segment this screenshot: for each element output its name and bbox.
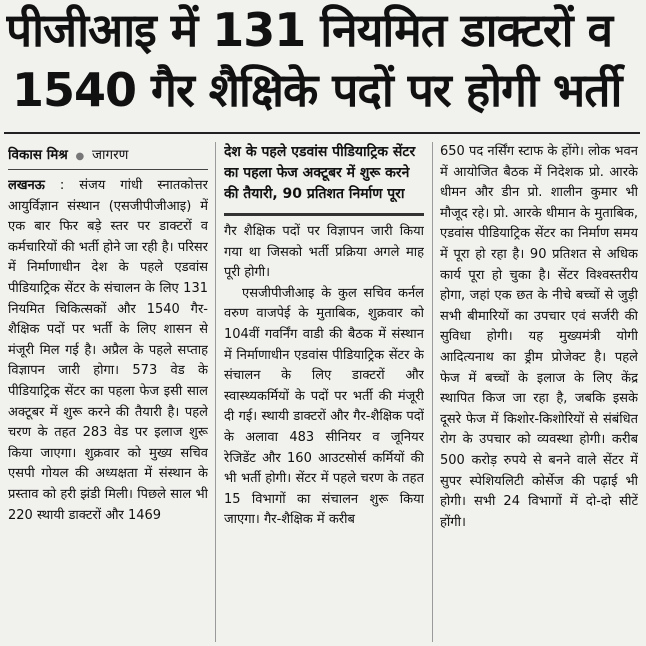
- article-column-3: [440, 142, 638, 642]
- article-paragraph: गैर शैक्षिक पदों पर विज्ञापन जारी किया गया था जिसको भर्ती प्रक्रिया अगले माह पूरी होगी।: [224, 224, 424, 281]
- byline-source: जागरण: [91, 147, 129, 163]
- article-column-2: [224, 142, 424, 642]
- pull-quote: देश के पहले एडवांस पीडियाट्रिक सेंटर का पहला फेज अक्टूबर में शुरू करने की तैयारी, 90 प्रतिशत निर्माण पूरा: [224, 144, 416, 202]
- pull-quote-rule: [224, 213, 424, 216]
- article-paragraph: एसजीपीजीआइ के कुल सचिव कर्नल वरुण वाजपेई के मुताबिक, शुक्रवार को 104वीं गवर्निंग वाडी की बैठक में संस्थान में निर्माणाधीन एडवांस पीडियाट्रिक सेंटर के संचालन के लिए डाक्टरों और स्वास्थ्यकर्मियों के पदों पर भर्ती की मंजूरी दी गई। स्थायी डाक्टरों और गैर-शैक्षिक पदों के अलावा 483 सीनियर व जूनियर रेजिडेंट और 160 आउटसोर्स कर्मियों की भी भर्ती होगी। सेंटर में पहले चरण के तहत 15 विभागों का संचालन शुरू किया जाएगा। गैर-शैक्षिक में करीब: [224, 285, 424, 528]
- article-paragraph: 650 पद नर्सिंग स्टाफ के होंगे। लोक भवन में आयोजित बैठक में निदेशक प्रो. आरके धीमन और डीन प्रो. शालीन कुमार भी मौजूद रहे। प्रो. आरके धीमान के मुताबिक, एडवांस पीडियाट्रिक सेंटर का निर्माण समय में पूरा हो रहा है। 90 प्रतिशत से अधिक कार्य पूरा हो चुका है। सेंटर विश्वस्तरीय होगा, जहां एक छत के नीचे बच्चों से जुड़ी सभी बीमारियों का उपचार एवं सर्जरी की सुविधा होगी। यह मुख्यमंत्री योगी आदित्यनाथ का ड्रीम प्रोजेक्ट है। पहले फेज में बच्चों के इलाज के लिए केंद्र स्थापित किज जा रहा है, जबकि इसके दूसरे फेज में किशोर-किशोरियों से संबंधित रोग के उपचार को व्यवस्था होगी। करीब 500 करोड़ रुपये से बनने वाले सेंटर में सुपर स्पेशियलिटी कोर्सेज की पढ़ाई भी होगी। सभी 24 विभागों में दो-दो सीटें होंगी।: [440, 144, 638, 530]
- column-divider: [215, 142, 216, 642]
- paragraph-text: : संजय गांधी स्नातकोत्तर आयुर्विज्ञान संस्थान (एसजीपीजीआइ) में एक बार फिर बड़े स्तर पर डाक्टरों व कर्मचारियों की भर्ती होने जा रही है। परिसर में निर्माणाधीन देश के पहले एडवांस पीडियाट्रिक सेंटर के संचालन के लिए 131 नियमित चिकित्सकों और 1540 गैर-शैक्षिक पदों पर भर्ती के लिए शासन से मंजूरी मिल गई है। अप्रैल के पहले सप्ताह विज्ञापन जारी होगा। 573 वेड के पीडियाट्रिक सेंटर का पहला फेज इसी साल अक्टूबर में शुरू करने की तैयारी है। पहले चरण के तहत 283 वेड पर इलाज शुरू किया जाएगा। शुक्रवार को मुख्य सचिव एसपी गोयल की अध्यक्षता में संस्थान के प्रस्ताव को हरी झंडी मिली। पिछले साल भी 220 स्थायी डाक्टरों और 1469: [8, 178, 208, 523]
- byline: [8, 142, 208, 170]
- headline-line-1: पीजीआइ में 131 नियमित डाक्टरों व: [6, 3, 613, 57]
- bullet-icon: ●: [75, 151, 85, 162]
- headline-divider: [4, 132, 640, 134]
- article-column-1: [8, 142, 208, 642]
- byline-author: विकास मिश्र: [8, 147, 68, 163]
- article-paragraph: [8, 176, 208, 526]
- dateline: लखनऊ: [8, 178, 45, 193]
- headline-line-2: 1540 गैर शैक्षिके पदों पर होगी भर्ती: [12, 63, 622, 117]
- headline: [6, 0, 640, 120]
- column-divider: [432, 142, 433, 642]
